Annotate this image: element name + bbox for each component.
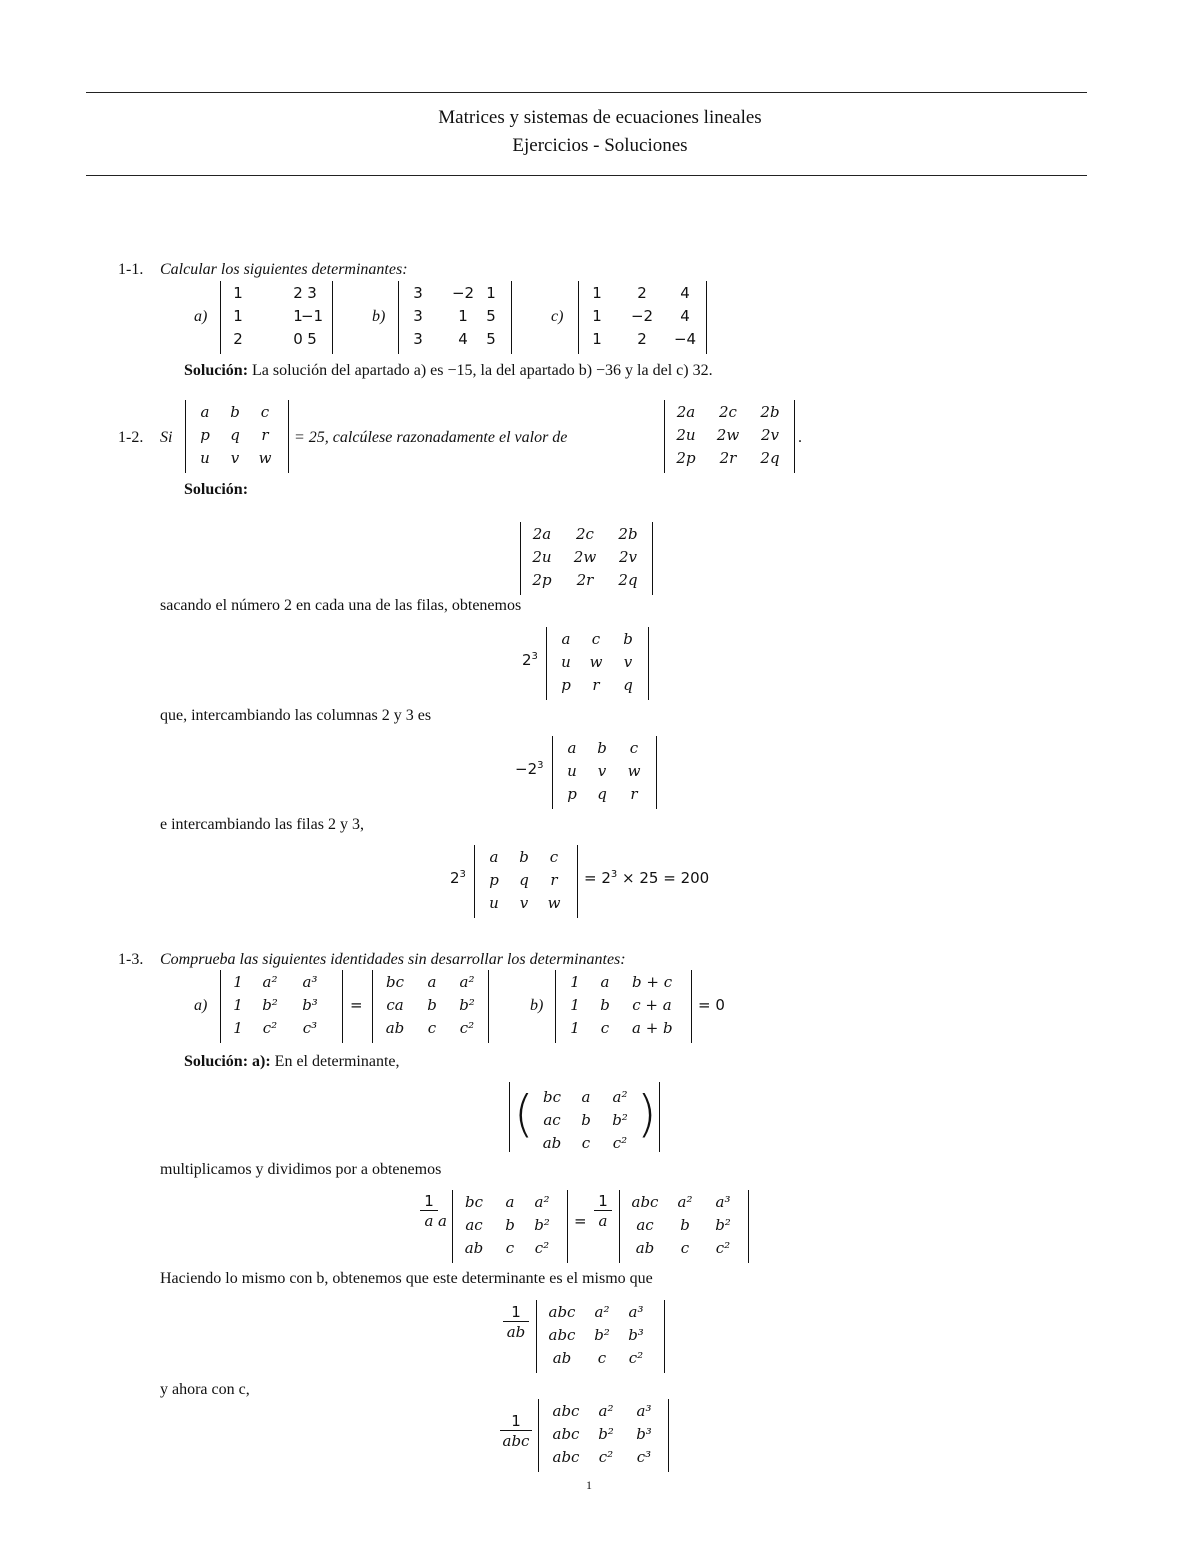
ex2-step-determinant-1-cell: 2c — [576, 525, 594, 543]
ex2-si: Si — [160, 429, 173, 446]
ex3-b-determinant-cell: 1 — [570, 1019, 580, 1037]
ex1-determinant-c-cell: 1 — [592, 284, 602, 302]
ex3-step-determinant-1-cell: b² — [612, 1111, 628, 1129]
exercise-1-3-prompt: Comprueba las siguientes identidades sin desarrollar los determinantes: — [160, 951, 626, 968]
ex1-c-label: c) — [551, 308, 564, 325]
ex2-given-determinant-cell: b — [230, 403, 240, 421]
ex2-step-determinant-4-cell: b — [519, 848, 529, 866]
ex3-step-determinant-4-right-bar — [664, 1300, 665, 1373]
ex3-b-determinant-cell: b + c — [632, 973, 673, 991]
ex2-step-determinant-1-left-bar — [520, 522, 521, 595]
ex3-solution-part-a: a): — [252, 1053, 271, 1070]
ex2-step-determinant-1-cell: 2u — [532, 548, 552, 566]
ex1-determinant-b-cell: 3 — [413, 307, 423, 325]
ex2-step-determinant-1-cell: 2a — [532, 525, 552, 543]
ex1-determinant-c-cell: 1 — [592, 330, 602, 348]
ex2-step-text-2: que, intercambiando las columnas 2 y 3 es — [160, 707, 432, 724]
ex2-step-determinant-1-cell: 2b — [618, 525, 638, 543]
ex3-a-right-determinant-cell: b — [427, 996, 437, 1014]
ex2-step-determinant-2-cell: a — [561, 630, 571, 648]
ex3-b-equals-zero: = 0 — [698, 996, 725, 1014]
ex3-fraction-3 — [503, 1303, 529, 1342]
ex2-step-determinant-3-cell: v — [597, 762, 607, 780]
ex2-target-determinant-cell: 2p — [676, 449, 696, 467]
ex2-step-determinant-1-cell: 2w — [573, 548, 597, 566]
ex2-step-determinant-2-cell: v — [623, 653, 633, 671]
ex3-step-determinant-4-cell: b³ — [628, 1326, 644, 1344]
ex3-step-determinant-5-cell: b³ — [636, 1425, 652, 1443]
ex3-step-determinant-5-cell: abc — [552, 1448, 580, 1466]
ex3-step-determinant-2-cell: b — [505, 1216, 515, 1234]
ex2-step-2-prefix-exp: 3 — [531, 651, 538, 662]
ex2-step-3-prefix-exp: 3 — [537, 760, 544, 771]
ex3-fraction-1 — [420, 1192, 438, 1231]
ex2-step-determinant-3-cell: r — [630, 785, 638, 803]
ex3-step-text-1-content: multiplicamos y dividimos por a obtenemos — [160, 1161, 442, 1178]
ex3-fraction-3-den: ab — [506, 1323, 526, 1341]
ex3-a-left-determinant-cell: 1 — [233, 996, 243, 1014]
ex2-step-3-prefix-base: −2 — [515, 760, 538, 778]
ex3-step-determinant-1-cell: a² — [612, 1088, 628, 1106]
ex2-given-determinant-cell: q — [230, 426, 240, 444]
ex3-step-determinant-1-cell: ac — [543, 1111, 561, 1129]
exercise-1-3-number: 1-3. — [118, 951, 144, 968]
ex1-determinant-c-cell: 2 — [637, 330, 647, 348]
ex3-step-determinant-4-cell: ab — [552, 1349, 572, 1367]
ex3-fraction-4-num: 1 — [511, 1412, 521, 1430]
ex3-step-determinant-3-cell: b² — [715, 1216, 731, 1234]
ex3-step-determinant-4-left-bar — [536, 1300, 537, 1373]
ex2-final-result-part1: = 2 — [584, 869, 611, 887]
ex3-step-determinant-5-cell: a³ — [636, 1402, 652, 1420]
ex3-step-determinant-4-cell: c — [597, 1349, 607, 1367]
ex3-step-determinant-2-cell: a — [505, 1193, 515, 1211]
ex2-target-determinant-cell: 2r — [719, 449, 737, 467]
ex2-target-determinant-cell: 2w — [716, 426, 740, 444]
ex2-step-determinant-2-cell: b — [623, 630, 633, 648]
ex3-d1-left-paren: ( — [514, 1085, 534, 1143]
ex2-step-determinant-4-cell: p — [489, 871, 499, 889]
ex2-given-determinant-cell: w — [258, 449, 272, 467]
ex3-a-left-determinant-cell: a³ — [302, 973, 318, 991]
ex3-b-determinant-cell: c — [600, 1019, 610, 1037]
ex3-a-left-determinant-cell: b³ — [302, 996, 318, 1014]
ex2-step-determinant-4-cell: w — [547, 894, 561, 912]
ex2-step-determinant-2-cell: c — [591, 630, 601, 648]
ex3-d1-right-paren: ) — [637, 1085, 657, 1143]
ex2-step-text-3: e intercambiando las filas 2 y 3, — [160, 816, 364, 833]
ex3-step-determinant-3-cell: b — [680, 1216, 690, 1234]
ex3-step-determinant-2-cell: c — [505, 1239, 515, 1257]
ex3-step-determinant-2-cell: a² — [534, 1193, 550, 1211]
ex2-step-determinant-1-right-bar — [652, 522, 653, 595]
ex3-a-right-determinant-cell: a — [427, 973, 437, 991]
ex3-step-determinant-1-cell: b — [581, 1111, 591, 1129]
ex3-step-text-2: Haciendo lo mismo con b, obtenemos que este determinante es el mismo que — [160, 1270, 653, 1287]
ex3-a-right-determinant-cell: ca — [386, 996, 404, 1014]
ex1-solution-label: Solución: — [184, 362, 249, 379]
ex3-step-determinant-5-cell: c² — [598, 1448, 614, 1466]
ex2-step-determinant-4-cell: q — [519, 871, 529, 889]
ex3-step-determinant-5-left-bar — [538, 1399, 539, 1472]
ex3-step-determinant-4-cell: a³ — [628, 1303, 644, 1321]
ex3-step-determinant-3-cell: abc — [631, 1193, 659, 1211]
ex3-step-text-3: y ahora con c, — [160, 1381, 250, 1398]
ex1-determinant-b-cell: 3 — [413, 284, 423, 302]
ex3-step-determinant-2-cell: ac — [465, 1216, 483, 1234]
ex3-step-determinant-1-cell: ab — [542, 1134, 562, 1152]
ex1-determinant-a-cell: 1 — [233, 284, 243, 302]
header-top-rule — [86, 92, 1087, 93]
ex1-determinant-a-right-bar — [332, 281, 333, 354]
ex2-step-determinant-4-right-bar — [577, 845, 578, 918]
ex3-fraction-4-den: abc — [502, 1432, 530, 1450]
ex1-determinant-b-cell: 3 — [413, 330, 423, 348]
ex1-determinant-c-cell: 1 — [592, 307, 602, 325]
ex1-determinant-a-cell: −1 — [300, 307, 324, 325]
ex1-determinant-a-cell: 3 — [307, 284, 317, 302]
ex2-period: . — [798, 429, 802, 446]
ex3-fraction-2-num: 1 — [598, 1192, 608, 1210]
ex3-fraction-4 — [500, 1412, 532, 1451]
ex3-a-right-determinant-cell: b² — [459, 996, 475, 1014]
ex2-step-determinant-3-cell: b — [597, 739, 607, 757]
ex2-step-determinant-4-cell: u — [489, 894, 499, 912]
ex1-determinant-b-cell: 1 — [458, 307, 468, 325]
ex3-a-right-determinant-right-bar — [488, 970, 489, 1043]
ex2-step-4-prefix-base: 2 — [450, 869, 460, 887]
ex3-step-determinant-5-right-bar — [668, 1399, 669, 1472]
ex3-fraction-2 — [594, 1192, 612, 1231]
ex3-step-determinant-2-cell: ab — [464, 1239, 484, 1257]
exercise-1-1-number: 1-1. — [118, 261, 144, 278]
ex3-solution — [184, 1052, 400, 1072]
ex2-step-determinant-3-cell: u — [567, 762, 577, 780]
ex3-a-right-determinant-cell: a² — [459, 973, 475, 991]
ex3-a-right-determinant-cell: c — [427, 1019, 437, 1037]
ex1-determinant-a-cell: 5 — [307, 330, 317, 348]
ex2-question: = 25, calcúlese razonadamente el valor de — [294, 429, 568, 446]
ex3-a-left-determinant-cell: 1 — [233, 973, 243, 991]
ex2-final-result-exp: 3 — [610, 869, 618, 880]
ex3-step-determinant-2-cell: bc — [464, 1193, 483, 1211]
ex3-step-determinant-3-cell: ac — [636, 1216, 654, 1234]
ex2-target-determinant-cell: 2v — [760, 426, 780, 444]
ex3-a-right-determinant-cell: c² — [459, 1019, 475, 1037]
ex2-step-determinant-4-cell: r — [550, 871, 558, 889]
ex3-step-determinant-3-cell: c — [680, 1239, 690, 1257]
ex3-step-determinant-2-right-bar — [567, 1190, 568, 1263]
ex2-step-determinant-4-cell: a — [489, 848, 499, 866]
ex3-a-right-determinant-cell: bc — [385, 973, 404, 991]
ex3-step-determinant-4-cell: b² — [594, 1326, 610, 1344]
ex2-step-determinant-2-cell: u — [561, 653, 571, 671]
ex3-step-determinant-1-cell: bc — [542, 1088, 561, 1106]
ex3-step-determinant-2-cell: b² — [534, 1216, 550, 1234]
ex3-a-equals: = — [350, 996, 363, 1014]
ex1-determinant-b-cell: 5 — [486, 307, 496, 325]
ex3-step-determinant-3-cell: a² — [677, 1193, 693, 1211]
ex3-a-left-determinant-cell: a² — [262, 973, 278, 991]
ex2-step-determinant-1-cell: 2p — [532, 571, 552, 589]
ex2-step-4-prefix-exp: 3 — [459, 869, 466, 880]
ex2-step-determinant-4-cell: c — [549, 848, 559, 866]
ex2-step-determinant-4-cell: v — [519, 894, 529, 912]
ex1-determinant-a-cell: 1 — [293, 307, 303, 325]
ex1-a-label: a) — [194, 308, 208, 325]
ex2-given-determinant-right-bar — [288, 400, 289, 473]
ex1-determinant-c-cell: 4 — [680, 307, 690, 325]
ex3-solution-text: En el determinante, — [274, 1053, 400, 1070]
ex2-given-determinant-cell: a — [200, 403, 210, 421]
ex2-given-determinant-cell: p — [200, 426, 210, 444]
ex3-b-determinant-cell: a — [600, 973, 610, 991]
ex2-step-determinant-2-cell: q — [623, 676, 633, 694]
ex2-target-determinant-left-bar — [664, 400, 665, 473]
ex2-step-determinant-3-right-bar — [656, 736, 657, 809]
ex2-step-determinant-3-cell: p — [567, 785, 577, 803]
ex1-determinant-c-cell: 2 — [637, 284, 647, 302]
ex1-determinant-b-cell: −2 — [451, 284, 475, 302]
ex2-final-result — [584, 869, 709, 887]
ex2-step-4-prefix — [450, 869, 466, 887]
ex2-step-determinant-1-cell: 2q — [618, 571, 638, 589]
ex3-a-right-determinant-cell: ab — [385, 1019, 405, 1037]
ex3-b-determinant-cell: 1 — [570, 996, 580, 1014]
ex3-b-determinant-cell: b — [600, 996, 610, 1014]
page-title: Matrices y sistemas de ecuaciones lineales — [438, 107, 762, 128]
ex3-a-left-determinant-cell: 1 — [233, 1019, 243, 1037]
ex3-step-determinant-4-cell: abc — [548, 1326, 576, 1344]
ex2-step-determinant-2-cell: r — [592, 676, 600, 694]
ex3-step-determinant-3-cell: c² — [715, 1239, 731, 1257]
ex3-step-determinant-2-cell: c² — [534, 1239, 550, 1257]
ex2-target-determinant-right-bar — [794, 400, 795, 473]
page-subtitle: Ejercicios - Soluciones — [512, 135, 688, 156]
ex1-determinant-c-cell: −2 — [630, 307, 654, 325]
ex1-determinant-b-cell: 5 — [486, 330, 496, 348]
ex1-determinant-a-cell: 1 — [233, 307, 243, 325]
ex3-step-determinant-3-left-bar — [619, 1190, 620, 1263]
ex2-step-determinant-3-cell: a — [567, 739, 577, 757]
ex3-b-determinant-right-bar — [691, 970, 692, 1043]
ex3-a-left-determinant-cell: c³ — [302, 1019, 318, 1037]
ex3-step-determinant-3-cell: a³ — [715, 1193, 731, 1211]
ex2-step-2-prefix — [522, 651, 538, 669]
ex2-step-determinant-1-cell: 2v — [618, 548, 638, 566]
ex3-a-label: a) — [194, 997, 208, 1014]
ex3-a-left-determinant-cell: b² — [262, 996, 278, 1014]
ex3-step-determinant-5-cell: b² — [598, 1425, 614, 1443]
ex2-final-result-part2: × 25 = 200 — [622, 869, 710, 887]
ex3-solution-label: Solución: — [184, 1053, 249, 1070]
ex3-d1-outer-right-bar — [659, 1082, 660, 1152]
ex2-given-determinant-cell: u — [200, 449, 210, 467]
ex2-step-3-prefix — [515, 760, 544, 778]
ex1-determinant-b-right-bar — [511, 281, 512, 354]
ex2-step-determinant-2-right-bar — [648, 627, 649, 700]
ex3-a-right-determinant-left-bar — [372, 970, 373, 1043]
ex3-fraction-3-num: 1 — [511, 1303, 521, 1321]
exercise-1-2-number: 1-2. — [118, 429, 144, 446]
ex3-step-determinant-2-left-bar — [452, 1190, 453, 1263]
ex1-solution-text: La solución del apartado a) es −15, la del apartado b) −36 y la del c) 32. — [252, 362, 713, 379]
ex1-determinant-c-cell: 4 — [680, 284, 690, 302]
ex3-fraction-1-num: 1 — [424, 1192, 434, 1210]
ex3-factor-a: a — [438, 1212, 447, 1230]
ex2-step-determinant-3-cell: c — [629, 739, 639, 757]
ex3-step-determinant-4-cell: a² — [594, 1303, 610, 1321]
ex3-a-left-determinant-right-bar — [342, 970, 343, 1043]
ex3-step-determinant-1-cell: c — [581, 1134, 591, 1152]
ex1-determinant-a-cell: 2 — [233, 330, 243, 348]
ex3-b-determinant-cell: 1 — [570, 973, 580, 991]
ex3-fraction-1-den: a — [424, 1212, 434, 1230]
ex2-given-determinant-cell: v — [230, 449, 240, 467]
page-number: 1 — [586, 1478, 592, 1492]
ex1-determinant-a-cell: 2 — [293, 284, 303, 302]
ex3-step-determinant-5-cell: abc — [552, 1425, 580, 1443]
ex3-step-determinant-4-cell: c² — [628, 1349, 644, 1367]
ex1-determinant-a-cell: 0 — [293, 330, 303, 348]
ex3-step-determinant-5-cell: c³ — [636, 1448, 652, 1466]
ex3-a-left-determinant-cell: c² — [262, 1019, 278, 1037]
ex2-step-determinant-2-cell: w — [589, 653, 603, 671]
ex3-step-determinant-4-cell: abc — [548, 1303, 576, 1321]
ex1-solution — [184, 361, 713, 381]
ex2-step-determinant-1-cell: 2r — [576, 571, 594, 589]
ex1-determinant-b-cell: 1 — [486, 284, 496, 302]
ex3-b-determinant-cell: c + a — [632, 996, 672, 1014]
ex1-determinant-c-right-bar — [706, 281, 707, 354]
ex2-step-determinant-3-cell: q — [597, 785, 607, 803]
ex2-step-2-prefix-base: 2 — [522, 651, 532, 669]
exercise-1-1-prompt: Calcular los siguientes determinantes: — [160, 261, 408, 278]
ex1-b-label: b) — [372, 308, 386, 325]
ex3-step-equals: = — [574, 1212, 587, 1230]
ex2-solution-label: Solución: — [184, 481, 249, 498]
ex3-step-determinant-5-cell: a² — [598, 1402, 614, 1420]
ex1-determinant-b-cell: 4 — [458, 330, 468, 348]
ex3-step-determinant-1-cell: c² — [612, 1134, 628, 1152]
ex1-determinant-c-cell: −4 — [673, 330, 697, 348]
ex2-target-determinant-cell: 2c — [719, 403, 737, 421]
ex2-target-determinant-cell: 2b — [760, 403, 780, 421]
ex2-target-determinant-cell: 2u — [676, 426, 696, 444]
ex3-step-determinant-3-right-bar — [748, 1190, 749, 1263]
ex2-step-text-1: sacando el número 2 en cada una de las filas, obtenemos — [160, 597, 522, 614]
ex3-b-determinant-cell: a + b — [632, 1019, 673, 1037]
ex2-target-determinant-cell: 2q — [760, 449, 780, 467]
ex3-d1-outer-left-bar — [509, 1082, 510, 1152]
ex2-given-determinant-cell: c — [260, 403, 270, 421]
ex3-step-determinant-5-cell: abc — [552, 1402, 580, 1420]
ex3-step-determinant-3-cell: ab — [635, 1239, 655, 1257]
ex2-given-determinant-cell: r — [261, 426, 269, 444]
ex3-fraction-2-den: a — [598, 1212, 608, 1230]
header-bottom-rule — [86, 175, 1087, 176]
ex3-step-determinant-1-cell: a — [581, 1088, 591, 1106]
ex2-step-determinant-2-cell: p — [561, 676, 571, 694]
ex2-step-determinant-3-cell: w — [627, 762, 641, 780]
ex3-b-label: b) — [530, 997, 544, 1014]
ex3-step-text-1 — [160, 1160, 441, 1180]
ex2-target-determinant-cell: 2a — [676, 403, 696, 421]
